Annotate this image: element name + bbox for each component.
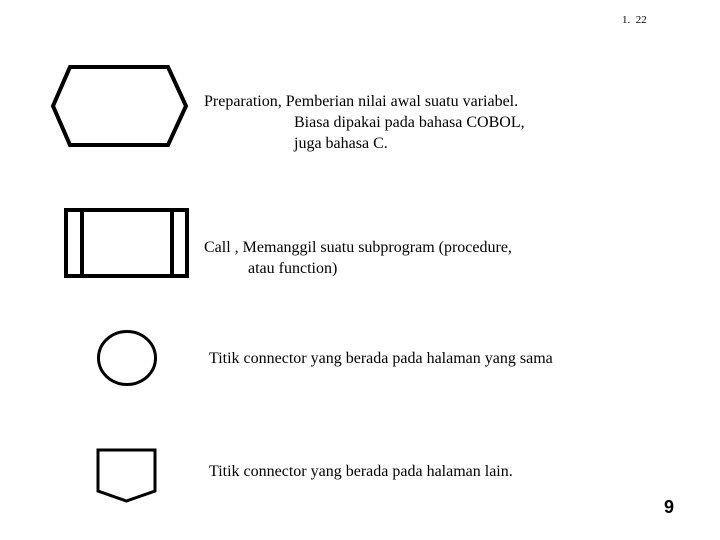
preparation-description xyxy=(204,91,525,154)
preparation-line-1: Preparation, Pemberian nilai awal suatu variabel. xyxy=(204,93,519,110)
preparation-line-2: Biasa dipakai pada bahasa COBOL, xyxy=(294,114,525,131)
on-page-connector-line-1: Titik connector yang berada pada halaman yang sama xyxy=(209,350,553,367)
off-page-connector-description xyxy=(209,461,513,482)
slide-reference: 1. 22 xyxy=(622,14,647,26)
call-line-1: Call , Memanggil suatu subprogram (procedure, xyxy=(204,239,512,256)
connector-circle-icon xyxy=(96,329,158,387)
off-page-connector-icon xyxy=(96,448,158,504)
call-description xyxy=(204,237,512,279)
hexagon-symbol-icon xyxy=(50,64,190,148)
preparation-line-3: juga bahasa C. xyxy=(294,135,388,152)
on-page-connector-description xyxy=(209,348,553,369)
predefined-process-symbol-icon xyxy=(64,208,190,280)
page-number: 9 xyxy=(664,497,675,517)
off-page-connector-line-1: Titik connector yang berada pada halaman lain. xyxy=(209,463,513,480)
call-line-2: atau function) xyxy=(248,260,338,277)
